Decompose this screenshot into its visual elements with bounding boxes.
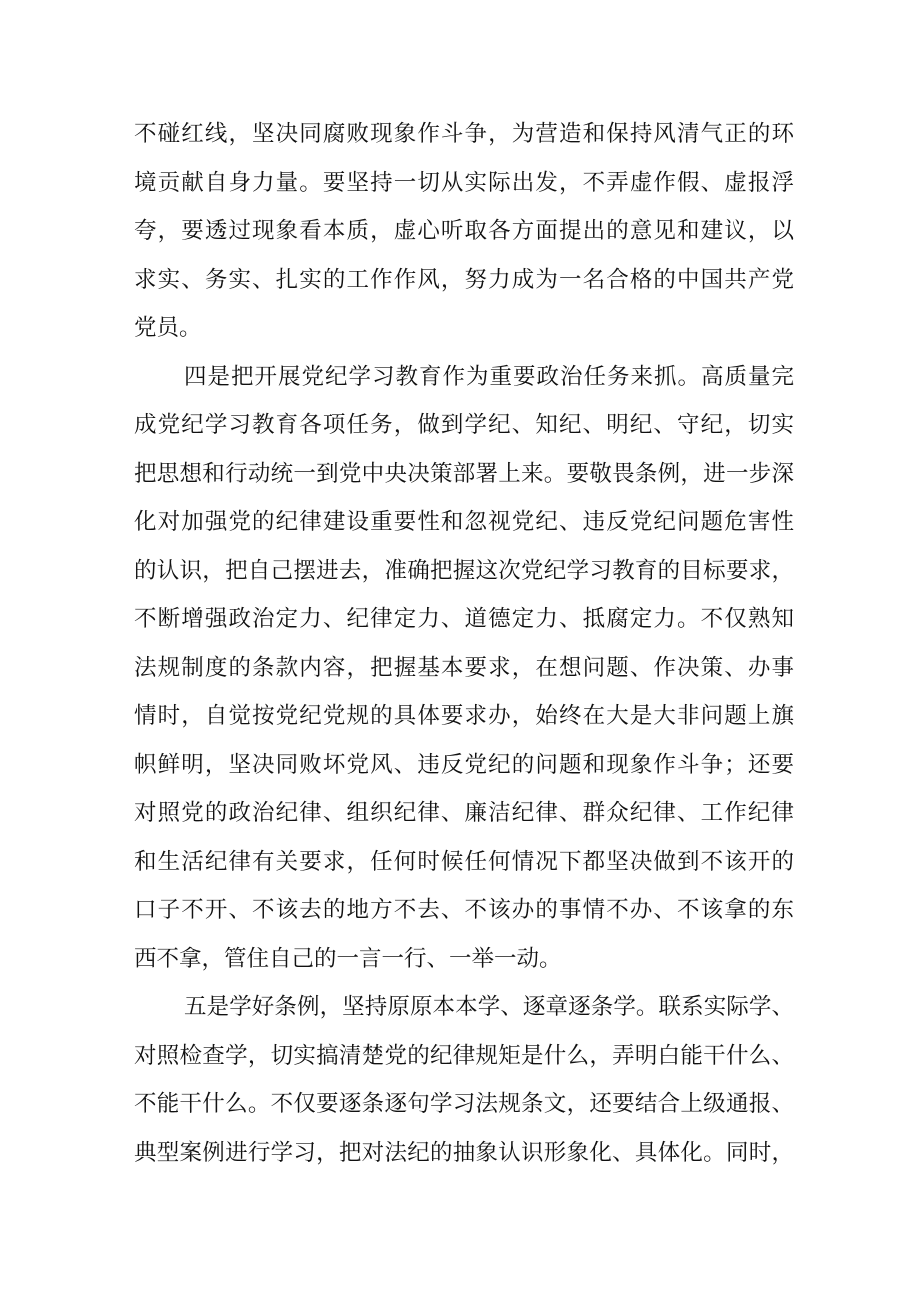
text-line: 和生活纪律有关要求，任何时候任何情况下都坚决做到不该开的 xyxy=(134,848,794,875)
text-line: 把思想和行动统一到党中央决策部署上来。要敬畏条例，进一步深 xyxy=(134,460,794,487)
paragraph-1 xyxy=(134,110,794,353)
text-line: 西不拿，管住自己的一言一行、一举一动。 xyxy=(134,945,562,972)
text-line: 境贡献自身力量。要坚持一切从实际出发，不弄虚作假、虚报浮 xyxy=(134,169,794,196)
paragraph-2 xyxy=(134,353,794,984)
text-line: 不能干什么。不仅要逐条逐句学习法规条文，还要结合上级通报、 xyxy=(134,1091,794,1117)
paragraph-3 xyxy=(134,983,794,1177)
text-line: 不断增强政治定力、纪律定力、道德定力、抵腐定力。不仅熟知 xyxy=(134,606,794,632)
text-line: 的认识，把自己摆进去，准确把握这次党纪学习教育的目标要求， xyxy=(134,557,794,584)
text-line: 五是学好条例，坚持原原本本学、逐章逐条学。联系实际学、 xyxy=(184,994,794,1020)
text-line: 口子不开、不该去的地方不去、不该办的事情不办、不该拿的东 xyxy=(134,897,794,923)
text-line: 情时，自觉按党纪党规的具体要求办，始终在大是大非问题上旗 xyxy=(134,703,794,729)
text-line: 化对加强党的纪律建设重要性和忽视党纪、违反党纪问题危害性 xyxy=(134,509,794,535)
text-line: 对照检查学，切实搞清楚党的纪律规矩是什么，弄明白能干什么、 xyxy=(134,1042,794,1069)
text-line: 帜鲜明，坚决同败坏党风、违反党纪的问题和现象作斗争；还要 xyxy=(134,751,794,778)
text-line: 法规制度的条款内容，把握基本要求，在想问题、作决策、办事 xyxy=(134,654,794,681)
document-body xyxy=(134,110,794,1177)
text-line: 不碰红线，坚决同腐败现象作斗争，为营造和保持风清气正的环 xyxy=(134,121,794,147)
text-line: 夸，要透过现象看本质，虚心听取各方面提出的意见和建议，以 xyxy=(134,218,794,244)
text-line: 求实、务实、扎实的工作作风，努力成为一名合格的中国共产党 xyxy=(134,266,794,293)
text-line: 典型案例进行学习，把对法纪的抽象认识形象化、具体化。同时， xyxy=(134,1139,794,1166)
text-line: 四是把开展党纪学习教育作为重要政治任务来抓。高质量完 xyxy=(184,363,794,390)
text-line: 成党纪学习教育各项任务，做到学纪、知纪、明纪、守纪，切实 xyxy=(134,412,794,438)
text-line: 党员。 xyxy=(134,315,202,341)
text-line: 对照党的政治纪律、组织纪律、廉洁纪律、群众纪律、工作纪律 xyxy=(134,800,794,826)
